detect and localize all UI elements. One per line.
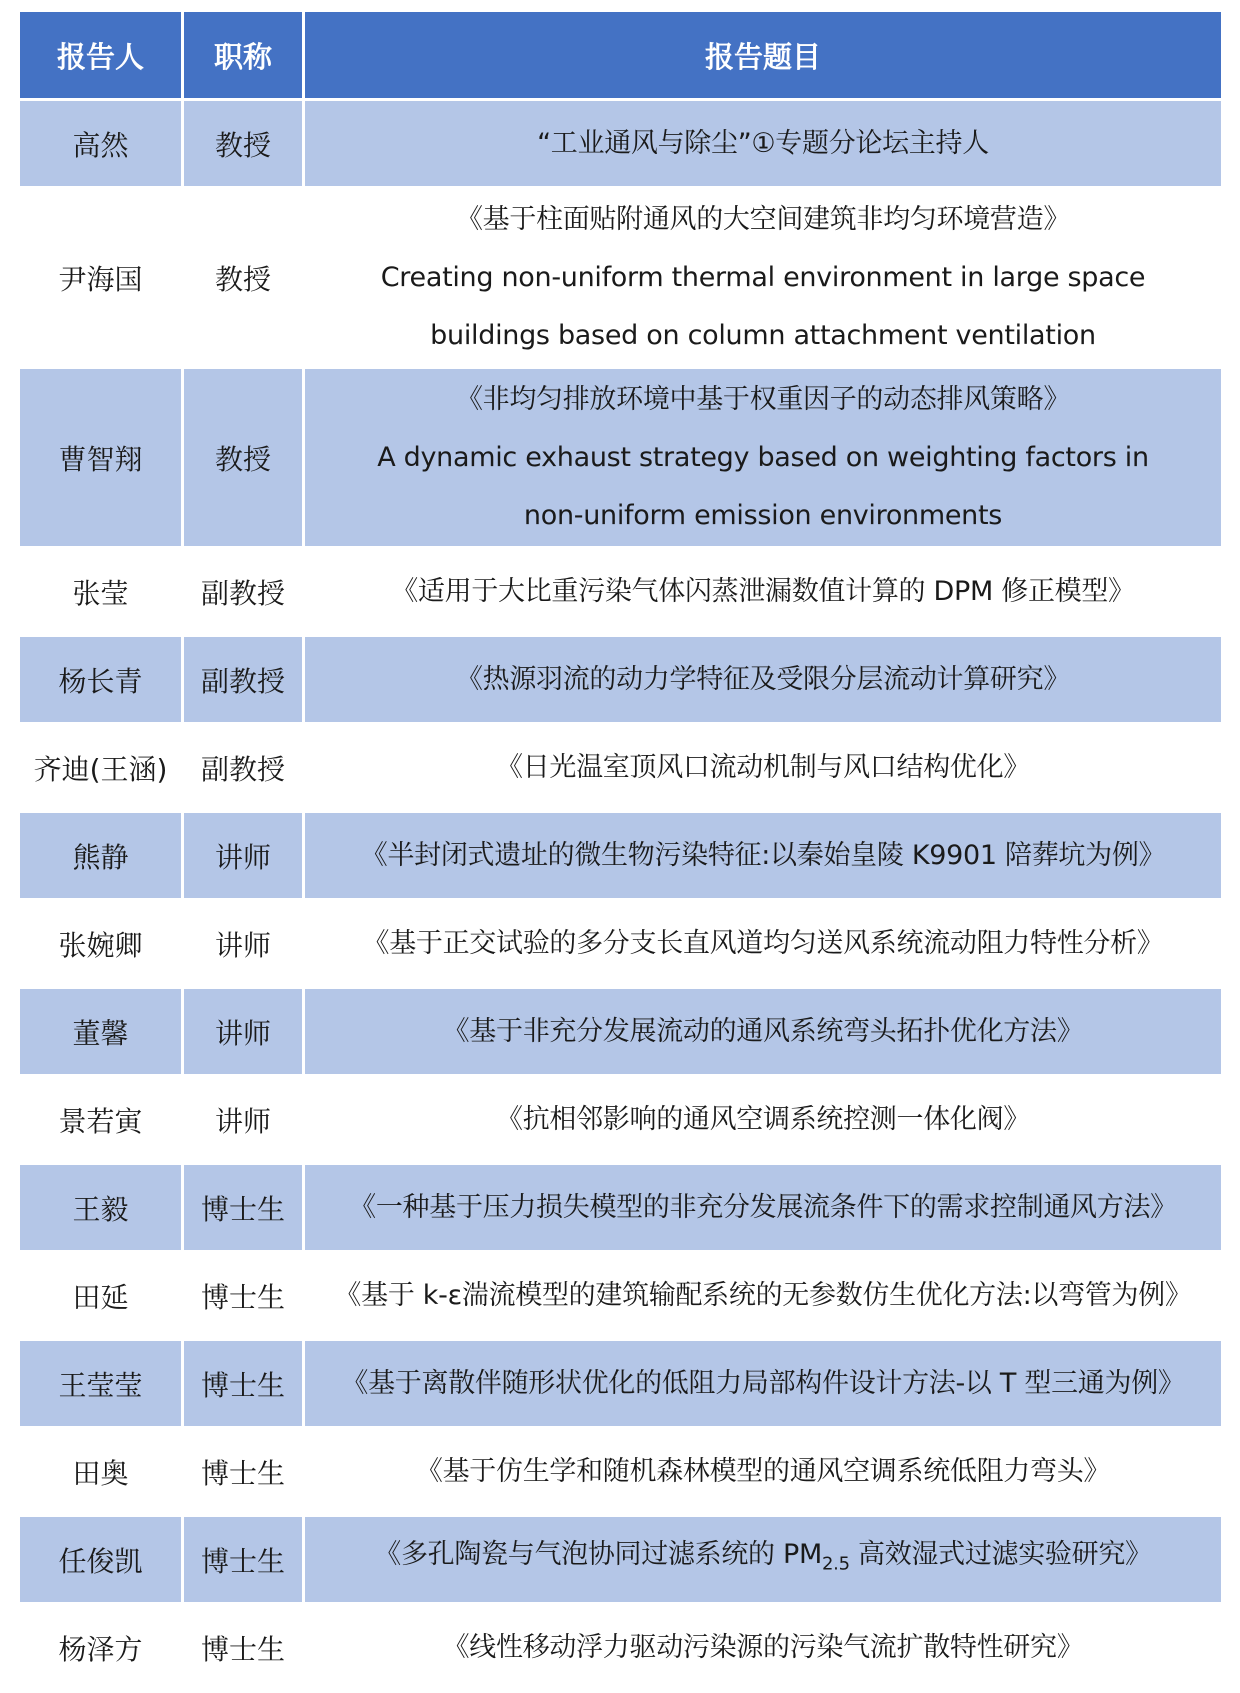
speaker-rank: 讲师 (183, 900, 304, 988)
topic-line: 《热源羽流的动力学特征及受限分层流动计算研究》 (455, 663, 1071, 695)
header-speaker: 报告人 (19, 11, 183, 100)
report-topic (304, 368, 1223, 548)
table-row (19, 724, 1223, 812)
speaker-rank: 博士生 (183, 1516, 304, 1604)
topic-line: 《基于离散伴随形状优化的低阻力局部构件设计方法-以 T 型三通为例》 (341, 1367, 1185, 1399)
report-topic (304, 900, 1223, 988)
topic-line: 《基于仿生学和随机森林模型的通风空调系统低阻力弯头》 (415, 1455, 1111, 1487)
table-row (19, 812, 1223, 900)
speaker-name: 田延 (19, 1252, 183, 1340)
speaker-rank: 副教授 (183, 548, 304, 636)
speaker-rank: 博士生 (183, 1252, 304, 1340)
table-row (19, 1604, 1223, 1692)
speaker-name: 曹智翔 (19, 368, 183, 548)
speaker-name: 任俊凯 (19, 1516, 183, 1604)
speaker-name: 高然 (19, 100, 183, 188)
speaker-rank: 教授 (183, 188, 304, 368)
speaker-rank: 博士生 (183, 1428, 304, 1516)
speaker-rank: 教授 (183, 100, 304, 188)
topic-line: 《线性移动浮力驱动污染源的污染气流扩散特性研究》 (442, 1631, 1084, 1663)
speaker-name: 尹海国 (19, 188, 183, 368)
topic-line: 《一种基于压力损失模型的非充分发展流条件下的需求控制通风方法》 (349, 1191, 1177, 1223)
report-schedule-table (17, 9, 1224, 1693)
report-topic (304, 1340, 1223, 1428)
report-topic (304, 1164, 1223, 1252)
speaker-rank: 博士生 (183, 1604, 304, 1692)
report-topic (304, 636, 1223, 724)
table-header-row (19, 11, 1223, 100)
topic-subscript: 2.5 (822, 1553, 850, 1575)
speaker-name: 杨长青 (19, 636, 183, 724)
table-row (19, 368, 1223, 548)
table-row (19, 1076, 1223, 1164)
speaker-rank: 讲师 (183, 812, 304, 900)
speaker-name: 齐迪(王涵) (19, 724, 183, 812)
topic-line (309, 1535, 1217, 1584)
report-topic (304, 100, 1223, 188)
header-topic: 报告题目 (304, 11, 1223, 100)
table-row (19, 100, 1223, 188)
table-row (19, 988, 1223, 1076)
report-topic (304, 1076, 1223, 1164)
topic-line: 《非均匀排放环境中基于权重因子的动态排风策略》 (455, 383, 1071, 415)
topic-line: 《适用于大比重污染气体闪蒸泄漏数值计算的 DPM 修正模型》 (391, 575, 1135, 607)
speaker-name: 熊静 (19, 812, 183, 900)
report-topic (304, 1252, 1223, 1340)
speaker-rank: 讲师 (183, 1076, 304, 1164)
table-row (19, 188, 1223, 368)
speaker-rank: 博士生 (183, 1340, 304, 1428)
table-row (19, 900, 1223, 988)
speaker-rank: 副教授 (183, 636, 304, 724)
speaker-rank: 教授 (183, 368, 304, 548)
topic-text-part: 高效湿式过滤实验研究》 (849, 1538, 1152, 1570)
report-topic (304, 812, 1223, 900)
topic-line: buildings based on column attachment ventilation (430, 319, 1096, 351)
speaker-rank: 副教授 (183, 724, 304, 812)
speaker-name: 田奥 (19, 1428, 183, 1516)
topic-line: 《日光温室顶风口流动机制与风口结构优化》 (496, 751, 1030, 783)
table-row (19, 1340, 1223, 1428)
topic-line: 《基于柱面贴附通风的大空间建筑非均匀环境营造》 (455, 203, 1071, 235)
topic-line: 《基于 k-ε湍流模型的建筑输配系统的无参数仿生优化方法:以弯管为例》 (334, 1279, 1192, 1311)
topic-line: non-uniform emission environments (523, 499, 1003, 531)
table-row (19, 1516, 1223, 1604)
topic-line: 《基于非充分发展流动的通风系统弯头拓扑优化方法》 (442, 1015, 1084, 1047)
table-row (19, 1252, 1223, 1340)
topic-line: Creating non-uniform thermal environment in large space (380, 261, 1146, 293)
speaker-name: 董馨 (19, 988, 183, 1076)
speaker-name: 王莹莹 (19, 1340, 183, 1428)
report-topic (304, 988, 1223, 1076)
topic-line: 《抗相邻影响的通风空调系统控测一体化阀》 (496, 1103, 1030, 1135)
speaker-name: 张莹 (19, 548, 183, 636)
report-topic (304, 1428, 1223, 1516)
table-row (19, 548, 1223, 636)
report-topic (304, 1604, 1223, 1692)
report-topic (304, 724, 1223, 812)
speaker-rank: 博士生 (183, 1164, 304, 1252)
speaker-name: 杨泽方 (19, 1604, 183, 1692)
speaker-name: 王毅 (19, 1164, 183, 1252)
table-row (19, 1164, 1223, 1252)
topic-line: 《基于正交试验的多分支长直风道均匀送风系统流动阻力特性分析》 (362, 927, 1164, 959)
topic-line: A dynamic exhaust strategy based on weighting factors in (377, 441, 1149, 473)
topic-line: 《半封闭式遗址的微生物污染特征:以秦始皇陵 K9901 陪葬坑为例》 (360, 839, 1166, 871)
topic-text-part: 《多孔陶瓷与气泡协同过滤系统的 PM (374, 1538, 823, 1570)
topic-line: “工业通风与除尘”①专题分论坛主持人 (537, 127, 989, 159)
speaker-rank: 讲师 (183, 988, 304, 1076)
header-title-rank: 职称 (183, 11, 304, 100)
table-body (19, 100, 1223, 1692)
report-topic (304, 1516, 1223, 1604)
report-topic (304, 548, 1223, 636)
table-row (19, 636, 1223, 724)
table-row (19, 1428, 1223, 1516)
speaker-name: 景若寅 (19, 1076, 183, 1164)
speaker-name: 张婉卿 (19, 900, 183, 988)
report-topic (304, 188, 1223, 368)
